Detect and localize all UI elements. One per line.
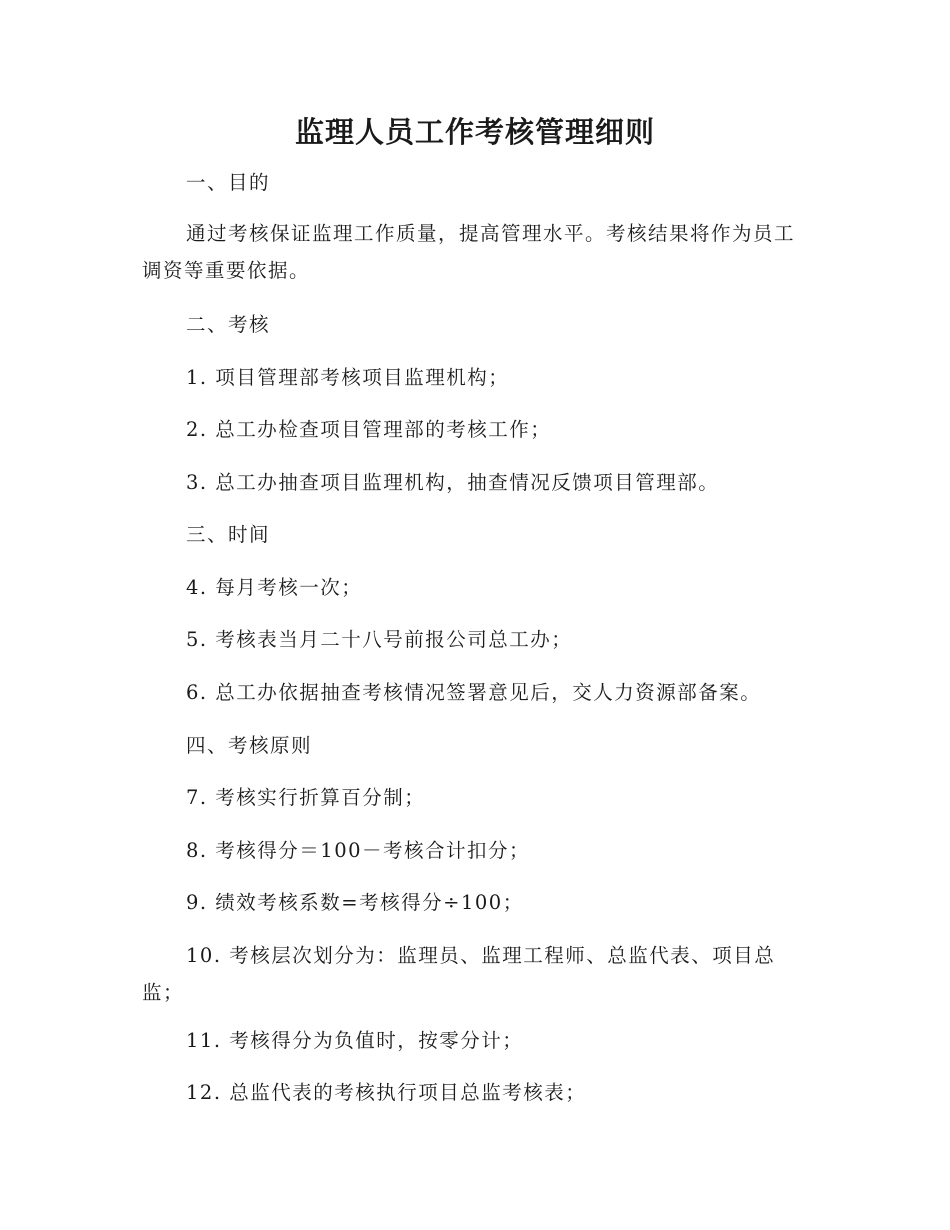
list-item-12: 12. 总监代表的考核执行项目总监考核表； — [186, 1081, 587, 1104]
list-item-8: 8. 考核得分＝100－考核合计扣分； — [186, 839, 531, 862]
section-heading-assessment: 二、考核 — [186, 313, 271, 336]
list-item-1: 1. 项目管理部考核项目监理机构； — [186, 366, 510, 389]
list-item-7: 7. 考核实行折算百分制； — [186, 786, 426, 809]
list-item-11: 11. 考核得分为负值时，按零分计； — [186, 1029, 524, 1052]
section-heading-purpose: 一、目的 — [186, 171, 271, 194]
list-item-6: 6. 总工办依据抽查考核情况签署意见后，交人力资源部备案。 — [186, 681, 762, 704]
paragraph-purpose: 通过考核保证监理工作质量，提高管理水平。考核结果将作为员工调资等重要依据。 — [142, 222, 796, 282]
document-title: 监理人员工作考核管理细则 — [294, 115, 655, 149]
list-item-3: 3. 总工办抽查项目监理机构，抽查情况反馈项目管理部。 — [186, 471, 720, 494]
list-item-2: 2. 总工办检查项目管理部的考核工作； — [186, 418, 552, 441]
section-heading-principles: 四、考核原则 — [186, 734, 313, 757]
list-item-5: 5. 考核表当月二十八号前报公司总工办； — [186, 628, 573, 651]
list-item-4: 4. 每月考核一次； — [186, 576, 363, 599]
list-item-10: 10. 考核层次划分为：监理员、监理工程师、总监代表、项目总监； — [142, 944, 776, 1004]
list-item-9: 9. 绩效考核系数=考核得分÷100； — [186, 891, 524, 914]
section-heading-time: 三、时间 — [186, 523, 271, 546]
